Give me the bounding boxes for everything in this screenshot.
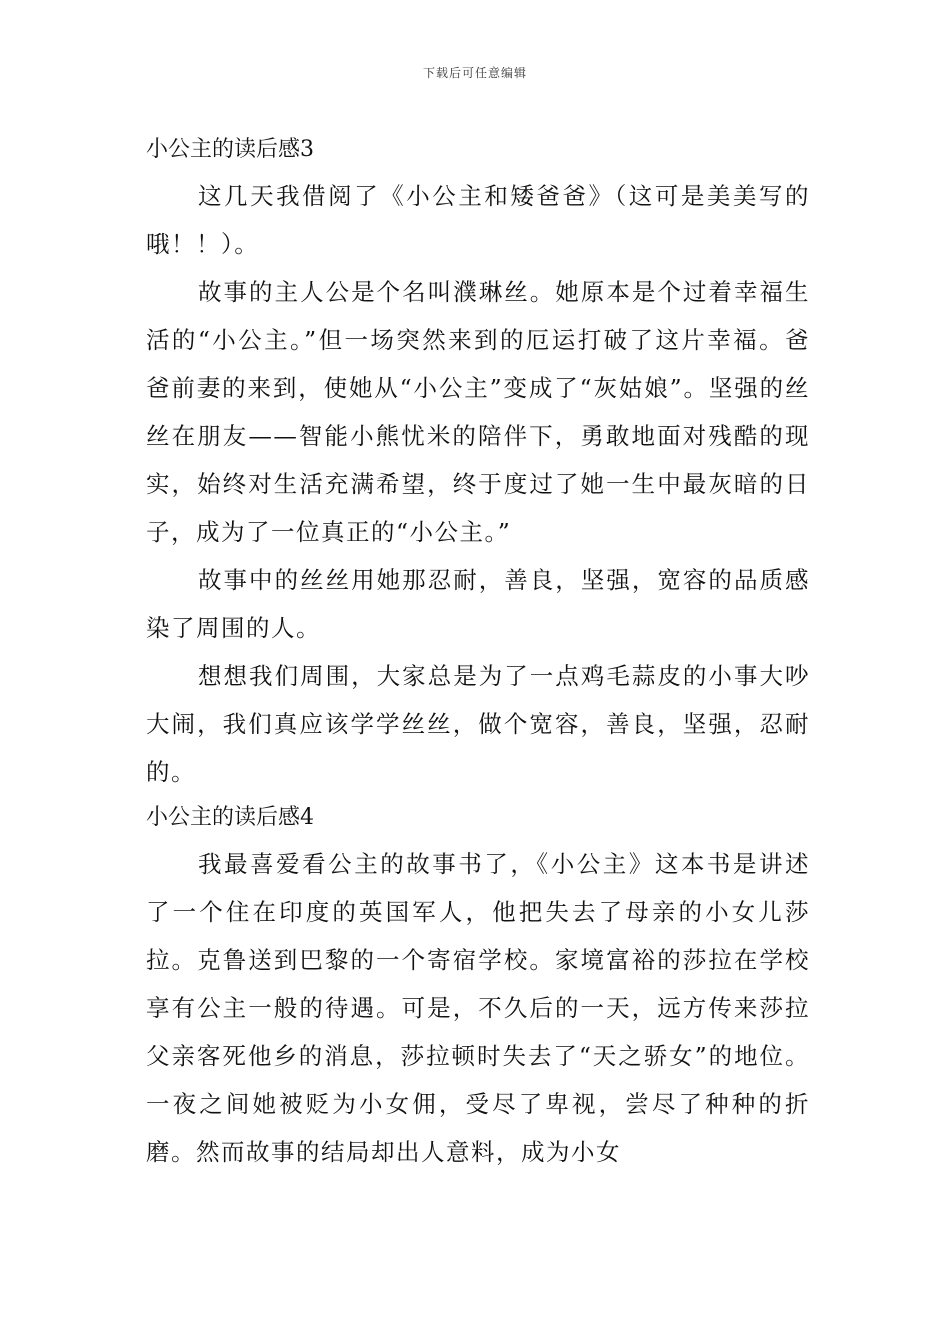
paragraph: 故事的主人公是个名叫濮琳丝。她原本是个过着幸福生活的“小公主。”但一场突然来到的厄运打破了这片幸福。爸爸前妻的来到，使她从“小公主”变成了“灰姑娘”。坚强的丝丝在朋友——智能小熊忧米的陪伴下，勇敢地面对残酷的现实，始终对生活充满希望，终于度过了她一生中最灰暗的日子，成为了一位真正的“小公主。” xyxy=(146,278,810,546)
section-heading: 小公主的读后感3 xyxy=(146,137,314,162)
header-note: 下载后可任意编辑 xyxy=(422,66,527,80)
section-heading: 小公主的读后感4 xyxy=(146,805,314,830)
section-reflection-4 xyxy=(146,796,810,1176)
section-reflection-3 xyxy=(146,128,810,796)
paragraph: 故事中的丝丝用她那忍耐，善良，坚强，宽容的品质感染了周围的人。 xyxy=(146,566,810,642)
paragraph: 这几天我借阅了《小公主和矮爸爸》（这可是美美写的哦！！）。 xyxy=(146,182,810,258)
paragraph: 想想我们周围，大家总是为了一点鸡毛蒜皮的小事大吵大闹，我们真应该学学丝丝，做个宽容，善良，坚强，忍耐的。 xyxy=(146,662,810,786)
document-body xyxy=(146,128,810,1176)
paragraph: 我最喜爱看公主的故事书了，《小公主》这本书是讲述了一个住在印度的英国军人，他把失去了母亲的小女儿莎拉。克鲁送到巴黎的一个寄宿学校。家境富裕的莎拉在学校享有公主一般的待遇。可是，不久后的一天，远方传来莎拉父亲客死他乡的消息，莎拉顿时失去了“天之骄女”的地位。一夜之间她被贬为小女佣，受尽了卑视，尝尽了种种的折磨。然而故事的结局却出人意料，成为小女 xyxy=(146,850,810,1166)
